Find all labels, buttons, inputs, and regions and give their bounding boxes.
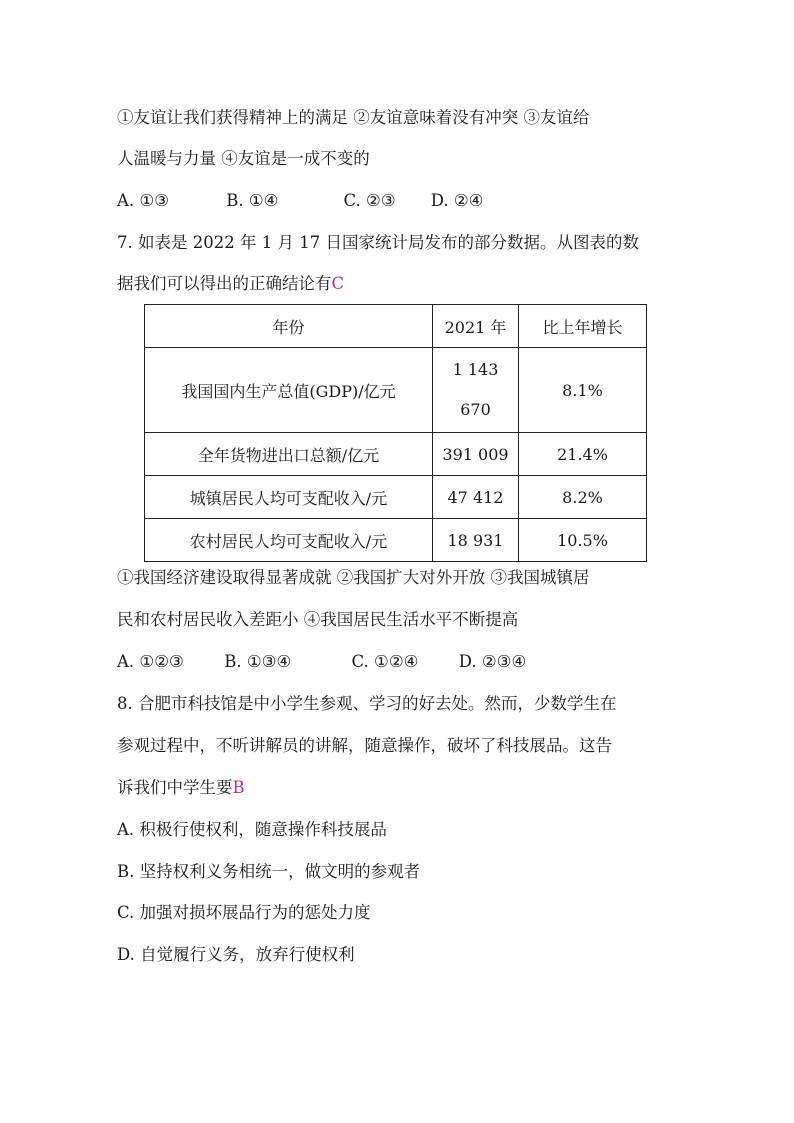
table-row — [145, 476, 647, 519]
row-growth: 8.1% — [519, 348, 647, 433]
header-year: 年份 — [145, 305, 433, 348]
row-item: 农村居民人均可支配收入/元 — [145, 519, 433, 562]
row-value: 18 931 — [433, 519, 519, 562]
q6-option-b: B. ①④ — [226, 191, 279, 210]
q7-statements-line1: ①我国经济建设取得显著成就 ②我国扩大对外开放 ③我国城镇居 — [117, 568, 590, 587]
row-growth: 10.5% — [519, 519, 647, 562]
q6-statements-line1: ①友谊让我们获得精神上的满足 ②友谊意味着没有冲突 ③友谊给 — [117, 108, 590, 127]
q8-stem-line2: 参观过程中，不听讲解员的讲解，随意操作，破坏了科技展品。这告 — [117, 736, 612, 755]
table-header-row — [145, 305, 647, 348]
row-value: 47 412 — [433, 476, 519, 519]
q8-option-b: B. 坚持权利义务相统一，做文明的参观者 — [117, 862, 421, 881]
row-item: 我国国内生产总值(GDP)/亿元 — [145, 348, 433, 433]
table-row — [145, 519, 647, 562]
q8-option-c: C. 加强对损坏展品行为的惩处力度 — [117, 903, 371, 922]
q6-option-c: C. ②③ — [343, 191, 396, 210]
row-value-text: 1 143 670 — [452, 360, 499, 419]
q7-answer: C — [331, 274, 345, 293]
q7-option-c: C. ①②④ — [351, 652, 419, 671]
q7-option-a: A. ①②③ — [117, 652, 184, 671]
row-growth: 8.2% — [519, 476, 647, 519]
q7-stem-line2 — [117, 272, 344, 296]
q8-option-a: A. 积极行使权利，随意操作科技展品 — [117, 820, 387, 839]
q7-option-b: B. ①③④ — [224, 652, 292, 671]
q6-option-a: A. ①③ — [117, 191, 169, 210]
header-2021: 2021 年 — [433, 305, 519, 348]
q8-stem-text: 诉我们中学生要 — [117, 778, 233, 797]
row-growth: 21.4% — [519, 433, 647, 476]
q8-stem-line1: 8. 合肥市科技馆是中小学生参观、学习的好去处。然而，少数学生在 — [117, 694, 617, 713]
table-row — [145, 348, 647, 433]
statistics-table — [144, 304, 647, 562]
q7-option-d: D. ②③④ — [458, 652, 527, 671]
q8-stem-line3 — [117, 776, 245, 800]
row-value — [433, 348, 519, 433]
q7-options — [117, 650, 526, 674]
q7-stem-text: 据我们可以得出的正确结论有 — [117, 274, 332, 293]
table-row — [145, 433, 647, 476]
q6-option-d: D. ②④ — [430, 191, 484, 210]
q8-answer: B — [232, 778, 245, 797]
q7-stem-line1: 7. 如表是 2022 年 1 月 17 日国家统计局发布的部分数据。从图表的数 — [117, 233, 639, 252]
row-item: 城镇居民人均可支配收入/元 — [145, 476, 433, 519]
row-value: 391 009 — [433, 433, 519, 476]
q7-statements-line2: 民和农村居民收入差距小 ④我国居民生活水平不断提高 — [117, 610, 519, 629]
q8-option-d: D. 自觉履行义务，放弃行使权利 — [117, 945, 355, 964]
q6-options — [117, 189, 483, 213]
row-item: 全年货物进出口总额/亿元 — [145, 433, 433, 476]
q6-statements-line2: 人温暖与力量 ④友谊是一成不变的 — [117, 149, 370, 168]
header-growth: 比上年增长 — [519, 305, 647, 348]
